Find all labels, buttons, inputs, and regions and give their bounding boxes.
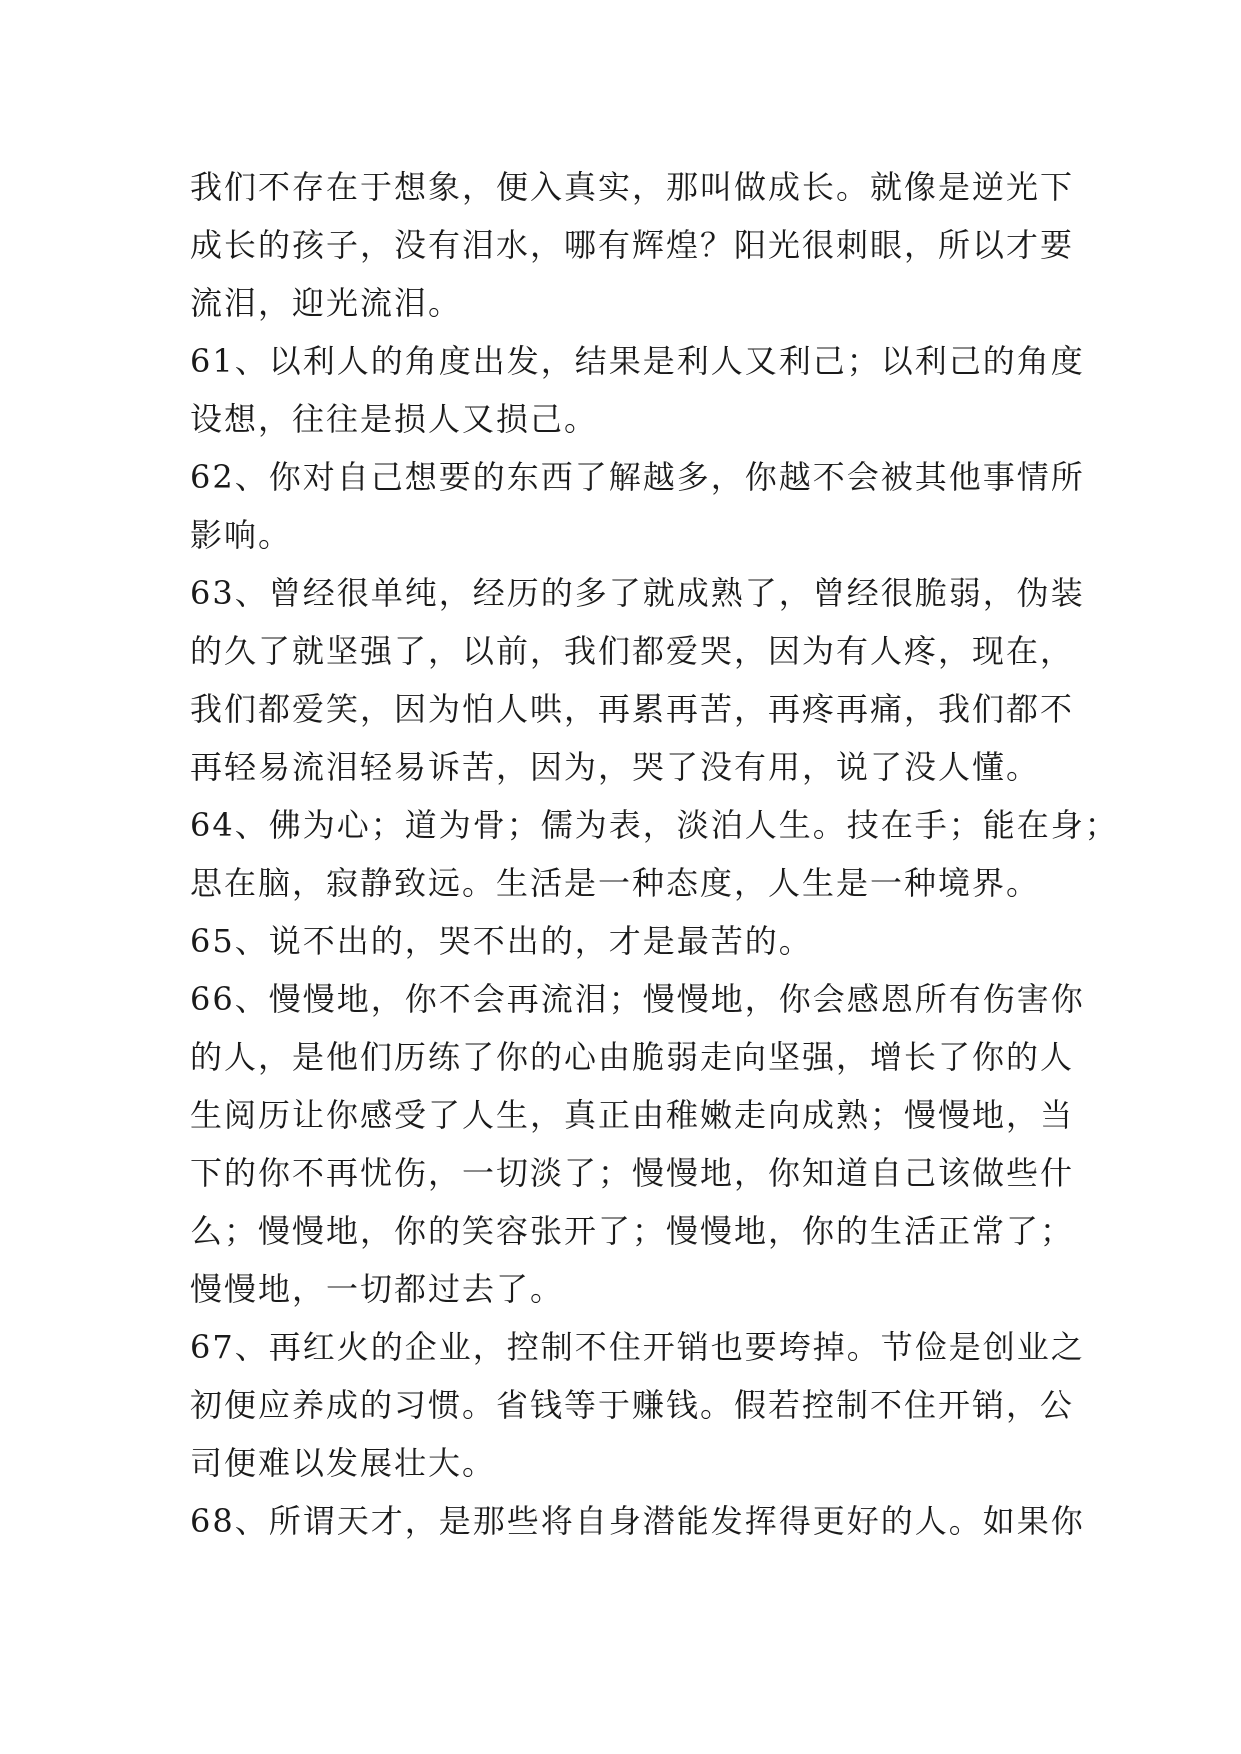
text-line: 65、说不出的，哭不出的，才是最苦的。 [190,922,813,960]
text-line: 的久了就坚强了，以前，我们都爱哭，因为有人疼，现在， [190,632,1075,670]
text-line: 流泪，迎光流泪。 [190,284,463,322]
text-line: 61、以利人的角度出发，结果是利人又利己；以利己的角度 [190,342,1085,380]
text-line: 68、所谓天才，是那些将自身潜能发挥得更好的人。如果你 [190,1502,1085,1540]
text-line: 我们不存在于想象，便入真实，那叫做成长。就像是逆光下 [190,168,1075,206]
text-line: 慢慢地，一切都过去了。 [190,1270,565,1308]
text-line: 63、曾经很单纯，经历的多了就成熟了，曾经很脆弱，伪装 [190,574,1085,612]
text-line: 司便难以发展壮大。 [190,1444,497,1482]
document-body [190,158,1119,1550]
text-line: 初便应养成的习惯。省钱等于赚钱。假若控制不住开销，公 [190,1386,1075,1424]
text-line: 下的你不再忧伤，一切淡了；慢慢地，你知道自己该做些什 [190,1154,1075,1192]
text-line: 么；慢慢地，你的笑容张开了；慢慢地，你的生活正常了； [190,1212,1075,1250]
text-line: 设想，往往是损人又损己。 [190,400,599,438]
text-line: 思在脑，寂静致远。生活是一种态度，人生是一种境界。 [190,864,1041,902]
text-line: 62、你对自己想要的东西了解越多，你越不会被其他事情所 [190,458,1085,496]
text-line: 66、慢慢地，你不会再流泪；慢慢地，你会感恩所有伤害你 [190,980,1085,1018]
text-line: 67、再红火的企业，控制不住开销也要垮掉。节俭是创业之 [190,1328,1085,1366]
text-line: 成长的孩子，没有泪水，哪有辉煌？阳光很刺眼，所以才要 [190,226,1075,264]
text-line: 我们都爱笑，因为怕人哄，再累再苦，再疼再痛，我们都不 [190,690,1075,728]
text-line: 影响。 [190,516,293,554]
text-line: 64、佛为心；道为骨；儒为表，淡泊人生。技在手；能在身； [190,806,1119,844]
text-line: 生阅历让你感受了人生，真正由稚嫩走向成熟；慢慢地，当 [190,1096,1075,1134]
text-line: 的人，是他们历练了你的心由脆弱走向坚强，增长了你的人 [190,1038,1075,1076]
text-line: 再轻易流泪轻易诉苦，因为，哭了没有用，说了没人懂。 [190,748,1041,786]
